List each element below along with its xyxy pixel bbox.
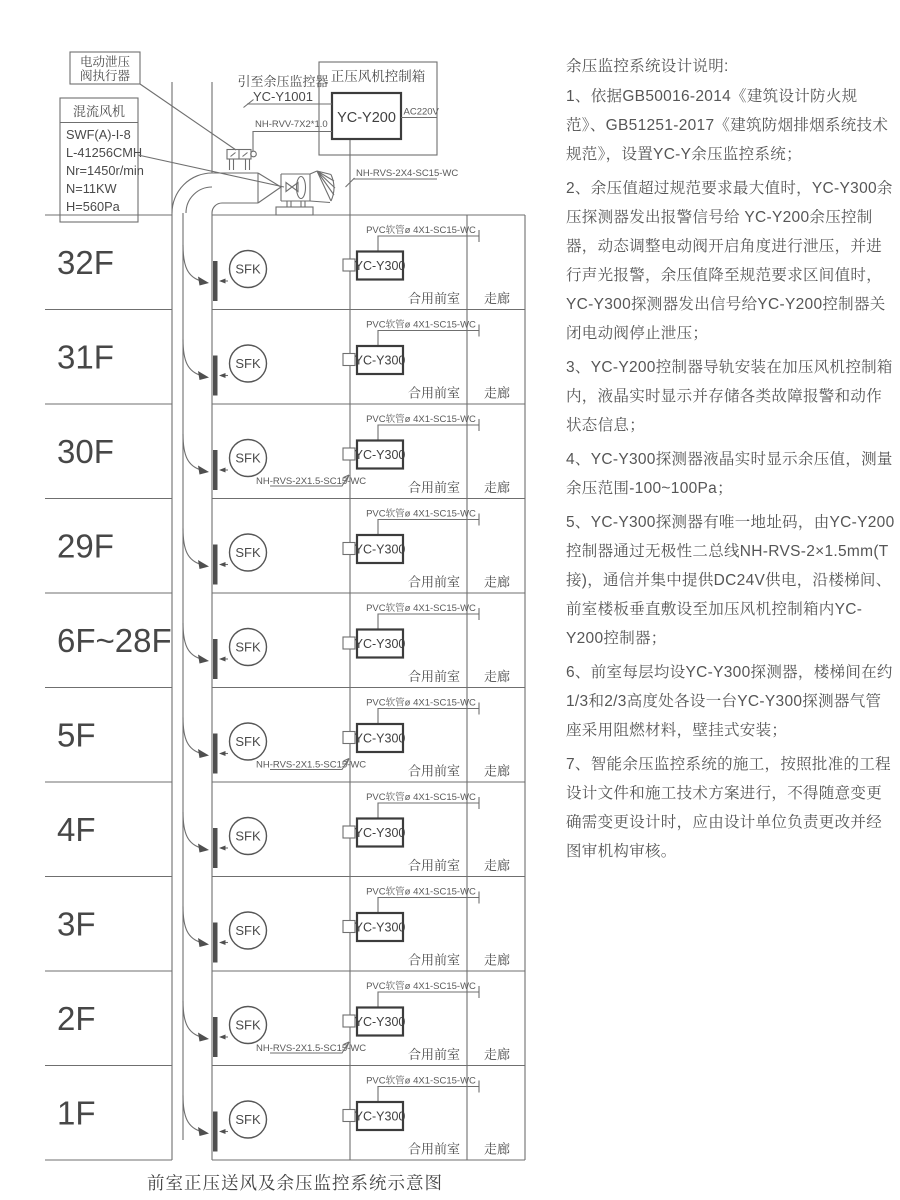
grille-label: SFK: [235, 1017, 261, 1033]
corridor-label: 走廊: [483, 1141, 511, 1157]
branch-duct-arrow: [183, 1001, 201, 1037]
floor-label: 6F~28F: [57, 622, 172, 659]
branch-duct-arrow: [183, 434, 201, 470]
detector-label: YC-Y300: [354, 1015, 406, 1029]
supply-grille: [213, 261, 218, 301]
elbow-inner-arc: [212, 203, 222, 213]
detector-label: YC-Y300: [354, 1109, 406, 1124]
note-item-7: 7、智能余压监控系统的施工，按照批准的工程设计文件和施工技术方案进行，不得随意变更确需变更设计时，应由设计单位负责更改并经图审机构审核。: [566, 756, 891, 860]
fan-spec-flow: L-41256CMH: [66, 145, 143, 160]
detector-label: YC-Y300: [354, 542, 406, 557]
tube-label: PVC软管ø 4X1-SC15-WC: [366, 886, 476, 898]
airflow-arrowhead: [219, 1035, 226, 1040]
room-label: 合用前室: [407, 385, 461, 401]
airflow-arrowhead: [219, 657, 226, 662]
airflow-arrowhead: [219, 468, 226, 473]
pressure-port: [343, 448, 355, 460]
floor-label: 2F: [57, 1000, 96, 1037]
room-label: 合用前室: [407, 574, 461, 590]
grille-label: SFK: [235, 734, 261, 749]
corridor-label: 走廊: [483, 574, 511, 590]
valve-control-wire: [253, 119, 332, 151]
detector-label: YC-Y300: [354, 826, 406, 840]
airflow-arrowhead: [219, 562, 226, 567]
floor-row: [45, 877, 525, 968]
pressure-port: [343, 543, 355, 555]
controller-label: YC-Y200: [337, 110, 396, 126]
corridor-label: 走廊: [483, 1047, 511, 1062]
airflow-arrowhead: [219, 279, 226, 284]
control-box-label: 正压风机控制箱: [330, 69, 426, 84]
room-label: 合用前室: [407, 1141, 461, 1157]
pressure-port: [343, 1110, 355, 1122]
relief-valve-symbol: [227, 150, 256, 171]
pressure-port: [343, 732, 355, 744]
corridor-label: 走廊: [483, 385, 511, 401]
branch-arrowhead: [198, 560, 209, 569]
branch-arrowhead: [198, 1127, 209, 1136]
pressure-port: [343, 259, 355, 271]
tube-label: PVC软管ø 4X1-SC15-WC: [366, 319, 476, 331]
grille-label: SFK: [235, 923, 261, 938]
supply-grille: [213, 639, 218, 679]
tube-label: PVC软管ø 4X1-SC15-WC: [366, 1075, 476, 1087]
detector-label: YC-Y300: [354, 448, 406, 462]
room-label: 合用前室: [407, 858, 461, 873]
bus-label-group: [346, 168, 459, 187]
floors-layer: [45, 215, 525, 1157]
elbow-vane-arc: [186, 187, 212, 213]
bus-label: NH-RVS-2X4-SC15-WC: [356, 168, 459, 179]
branch-duct-arrow: [183, 245, 201, 281]
grille-label: SFK: [235, 1112, 261, 1127]
branch-arrowhead: [198, 938, 209, 947]
floor-row: [45, 310, 525, 401]
tube-label: PVC软管ø 4X1-SC15-WC: [366, 414, 476, 425]
room-label: 合用前室: [407, 763, 461, 779]
grille-label: SFK: [235, 450, 261, 466]
room-label: 合用前室: [407, 952, 461, 968]
tube-label: PVC软管ø 4X1-SC15-WC: [366, 981, 476, 992]
corridor-label: 走廊: [483, 291, 511, 306]
room-label: 合用前室: [407, 1047, 461, 1062]
drawing-caption: 前室正压送风及余压监控系统示意图: [147, 1173, 443, 1193]
supply-grille: [213, 450, 218, 490]
branch-duct-arrow: [183, 340, 201, 376]
note-item-3: 3、YC-Y200控制器导轨安装在加压风机控制箱内，液晶实时显示并存储各类故障报警和动作状态信息；: [566, 359, 893, 434]
airflow-arrowhead: [219, 751, 226, 756]
branch-arrowhead: [198, 844, 209, 853]
monitor-reference: [237, 74, 332, 108]
tube-label: PVC软管ø 4X1-SC15-WC: [366, 792, 476, 803]
room-label: 合用前室: [407, 480, 461, 495]
tube-label: PVC软管ø 4X1-SC15-WC: [366, 603, 476, 614]
supply-grille: [213, 734, 218, 774]
floor-row: [45, 593, 525, 684]
bus-branch-label: NH-RVS-2X1.5-SC15-WC: [256, 759, 367, 771]
monitor-ref-id: YC-Y1001: [253, 89, 313, 104]
actuator-label-line1: 电动泄压: [79, 55, 131, 69]
fan-spec-model: SWF(A)-I-8: [66, 127, 131, 142]
airflow-arrowhead: [219, 846, 226, 851]
rvv-wire-label: NH-RVV-7X2*1.0: [255, 119, 328, 130]
branch-arrowhead: [198, 371, 209, 380]
note-item-5: 5、YC-Y300探测器有唯一地址码，由YC-Y200控制器通过无极性二总线NH-RVS-2×1.5mm(T接)，通信并集中提供DC24V供电，沿楼梯间、前室楼板垂直敷设至加压风机控制箱内YC-Y200控制器；: [566, 514, 895, 647]
power-label: AC220V: [403, 106, 439, 118]
branch-duct-arrow: [183, 718, 201, 754]
elbow-outer-arc: [172, 173, 212, 213]
tube-label: PVC软管ø 4X1-SC15-WC: [366, 225, 476, 236]
notes-title: 余压监控系统设计说明:: [566, 58, 729, 75]
notes-items: [566, 82, 896, 866]
fan-spec-leader-line: [138, 155, 284, 187]
bus-branch-label: NH-RVS-2X1.5-SC15-WC: [256, 1043, 367, 1054]
fan-base: [276, 207, 313, 215]
monitor-ref-text: 引至余压监控器: [237, 74, 329, 89]
corridor-label: 走廊: [483, 480, 511, 495]
pressure-port: [343, 637, 355, 649]
floor-row: [45, 215, 525, 306]
supply-grille: [213, 828, 218, 868]
note-item-2: 2、余压值超过规范要求最大值时，YC-Y300余压探测器发出报警信号给 YC-Y200余压控制器，动态调整电动阀开启角度进行泄压，并进行声光报警，余压值降至规范要求区间值时，YC-Y300探测器发出信号给YC-Y200控制器关闭电动阀停止泄压；: [566, 180, 893, 342]
duct-cone-reducer: [258, 173, 281, 203]
floor-label: 30F: [57, 433, 114, 470]
corridor-label: 走廊: [483, 952, 511, 968]
actuator-leader-line: [140, 84, 236, 150]
floor-row: [45, 1066, 525, 1157]
note-item-1: 1、依据GB50016-2014《建筑设计防火规范》、GB51251-2017《建筑防烟排烟系统技术规范》，设置YC-Y余压监控系统；: [566, 88, 889, 163]
bus-branch-label: NH-RVS-2X1.5-SC15-WC: [256, 476, 367, 487]
detector-label: YC-Y300: [354, 920, 406, 935]
branch-arrowhead: [198, 1033, 209, 1042]
pressure-port: [343, 921, 355, 933]
floor-label: 4F: [57, 811, 96, 848]
airflow-arrowhead: [219, 940, 226, 945]
floor-row: [45, 404, 525, 495]
branch-arrowhead: [198, 466, 209, 475]
design-notes: [566, 52, 896, 871]
control-box: [319, 62, 440, 155]
floor-label: 31F: [57, 338, 114, 376]
fan-spec-speed: Nr=1450r/min: [66, 163, 144, 178]
horizontal-duct: [212, 173, 258, 203]
floor-row: [45, 499, 525, 590]
grille-label: SFK: [235, 828, 261, 844]
floor-label: 3F: [57, 905, 96, 943]
branch-arrowhead: [198, 655, 209, 664]
actuator-label-line2: 阀执行器: [79, 69, 131, 83]
note-item-4: 4、YC-Y300探测器液晶实时显示余压值，测量余压范围-100~100Pa；: [566, 451, 893, 497]
pressure-port: [343, 1015, 355, 1027]
fan-spec-pressure: H=560Pa: [66, 199, 120, 214]
grille-label: SFK: [235, 261, 261, 277]
room-label: 合用前室: [407, 669, 461, 684]
grille-label: SFK: [235, 356, 261, 371]
supply-grille: [213, 356, 218, 396]
detector-label: YC-Y300: [354, 731, 406, 746]
floor-label: 29F: [57, 527, 114, 565]
tube-label: PVC软管ø 4X1-SC15-WC: [366, 508, 476, 520]
room-label: 合用前室: [407, 291, 461, 306]
supply-grille: [213, 923, 218, 963]
detector-label: YC-Y300: [354, 259, 406, 273]
branch-arrowhead: [198, 277, 209, 286]
corridor-label: 走廊: [483, 858, 511, 873]
branch-duct-arrow: [183, 812, 201, 848]
corridor-label: 走廊: [483, 669, 511, 684]
branch-duct-arrow: [183, 623, 201, 659]
branch-duct-arrow: [183, 529, 201, 565]
floor-label: 32F: [57, 244, 114, 281]
grille-label: SFK: [235, 545, 261, 560]
airflow-arrowhead: [219, 1129, 226, 1134]
fan-spec-power: N=11KW: [66, 181, 117, 196]
tube-label: PVC软管ø 4X1-SC15-WC: [366, 697, 476, 709]
floor-row: [45, 971, 525, 1062]
supply-grille: [213, 1112, 218, 1152]
fan-spec-title: 混流风机: [72, 104, 126, 119]
detector-label: YC-Y300: [354, 353, 406, 368]
pressure-port: [343, 354, 355, 366]
floor-row: [45, 688, 525, 779]
detector-label: YC-Y300: [354, 637, 406, 651]
airflow-arrowhead: [219, 373, 226, 378]
floor-label: 1F: [57, 1094, 96, 1132]
branch-duct-arrow: [183, 907, 201, 943]
pressure-port: [343, 826, 355, 838]
supply-grille: [213, 545, 218, 585]
note-item-6: 6、前室每层均设YC-Y300探测器，楼梯间在约1/3和2/3高度处各设一台YC-Y300探测器气管座采用阻燃材料，壁挂式安装；: [566, 664, 893, 739]
branch-arrowhead: [198, 749, 209, 758]
supply-grille: [213, 1017, 218, 1057]
corridor-label: 走廊: [483, 763, 511, 779]
floor-row: [45, 782, 525, 873]
branch-duct-arrow: [183, 1096, 201, 1132]
mixed-flow-fan-symbol: [276, 171, 335, 215]
floor-label: 5F: [57, 716, 96, 754]
grille-label: SFK: [235, 639, 261, 655]
